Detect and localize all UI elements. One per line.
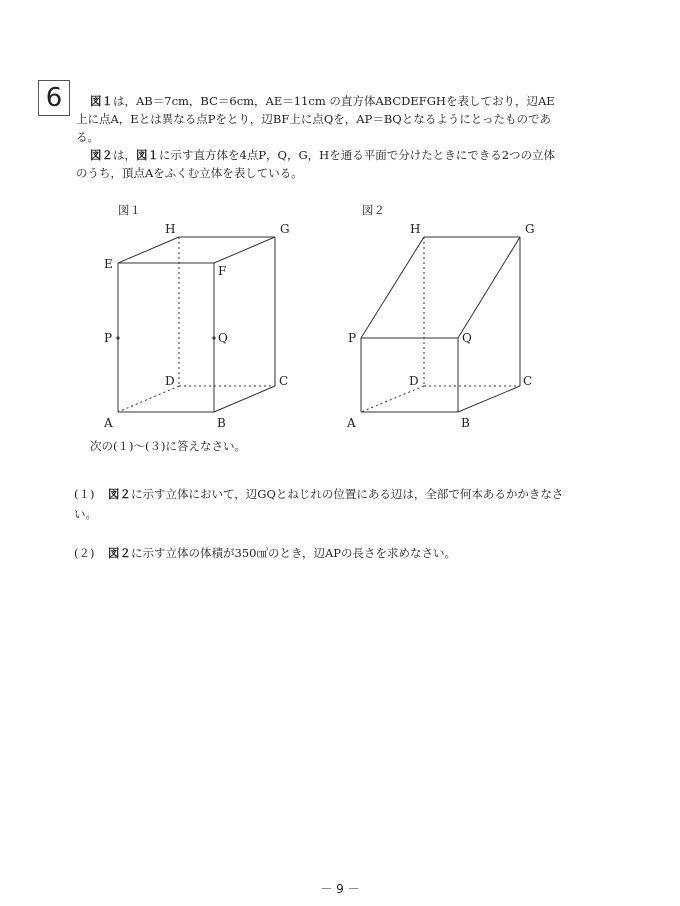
fig2-label-P: P xyxy=(348,331,357,345)
fig1-label-E: E xyxy=(104,257,113,271)
figure2-solid xyxy=(361,237,520,412)
fig1-label-D: D xyxy=(165,374,175,388)
instruction: 次の(１)～(３)に答えなさい。 xyxy=(90,439,246,453)
question-2: (２) 図２に示す立体の体積が350㎤のとき，辺APの長さを求めなさい。 xyxy=(74,546,457,560)
figure1-caption: 図１ xyxy=(118,203,141,217)
figure2-labels xyxy=(346,222,535,430)
problem-number: 6 xyxy=(38,80,70,116)
fig1-label-Q: Q xyxy=(218,331,228,345)
fig2-label-H: H xyxy=(410,222,421,236)
question-1: (１) 図２に示す立体において，辺GQとねじれの位置にある辺は，全部で何本あるかかきなさい。 xyxy=(74,487,564,521)
fig2-label-D: D xyxy=(409,374,419,388)
page-number: － 9 － xyxy=(320,882,360,896)
fig1-label-A: A xyxy=(104,416,113,430)
figure1-labels xyxy=(103,222,290,430)
fig1-label-P: P xyxy=(104,331,113,345)
figure1-cuboid xyxy=(116,237,275,412)
intro-paragraph-1: 図１は，AB＝7cm，BC＝6cm，AE＝11cm の直方体ABCDEFGHを表しており，辺AE上に点A，Eとは異なる点Pをとり，辺BF上に点Qを，AP＝BQとなるようにとったものである。 xyxy=(76,94,555,144)
fig1-label-C: C xyxy=(279,374,289,388)
intro-paragraph-2: 図２は，図１に示す直方体を4点P，Q，G，Hを通る平面で分けたときにできる2つの立体のうち，頂点Aをふくむ立体を表している。 xyxy=(76,148,556,180)
fig1-label-H: H xyxy=(165,222,176,236)
fig2-label-A: A xyxy=(347,416,356,430)
fig2-label-B: B xyxy=(461,416,470,430)
figure2-caption: 図２ xyxy=(362,203,385,217)
fig2-label-Q: Q xyxy=(462,331,472,345)
fig1-label-G: G xyxy=(280,222,290,236)
fig2-label-G: G xyxy=(525,222,535,236)
fig1-label-F: F xyxy=(218,264,227,278)
fig2-label-C: C xyxy=(523,374,533,388)
fig1-label-B: B xyxy=(217,416,226,430)
